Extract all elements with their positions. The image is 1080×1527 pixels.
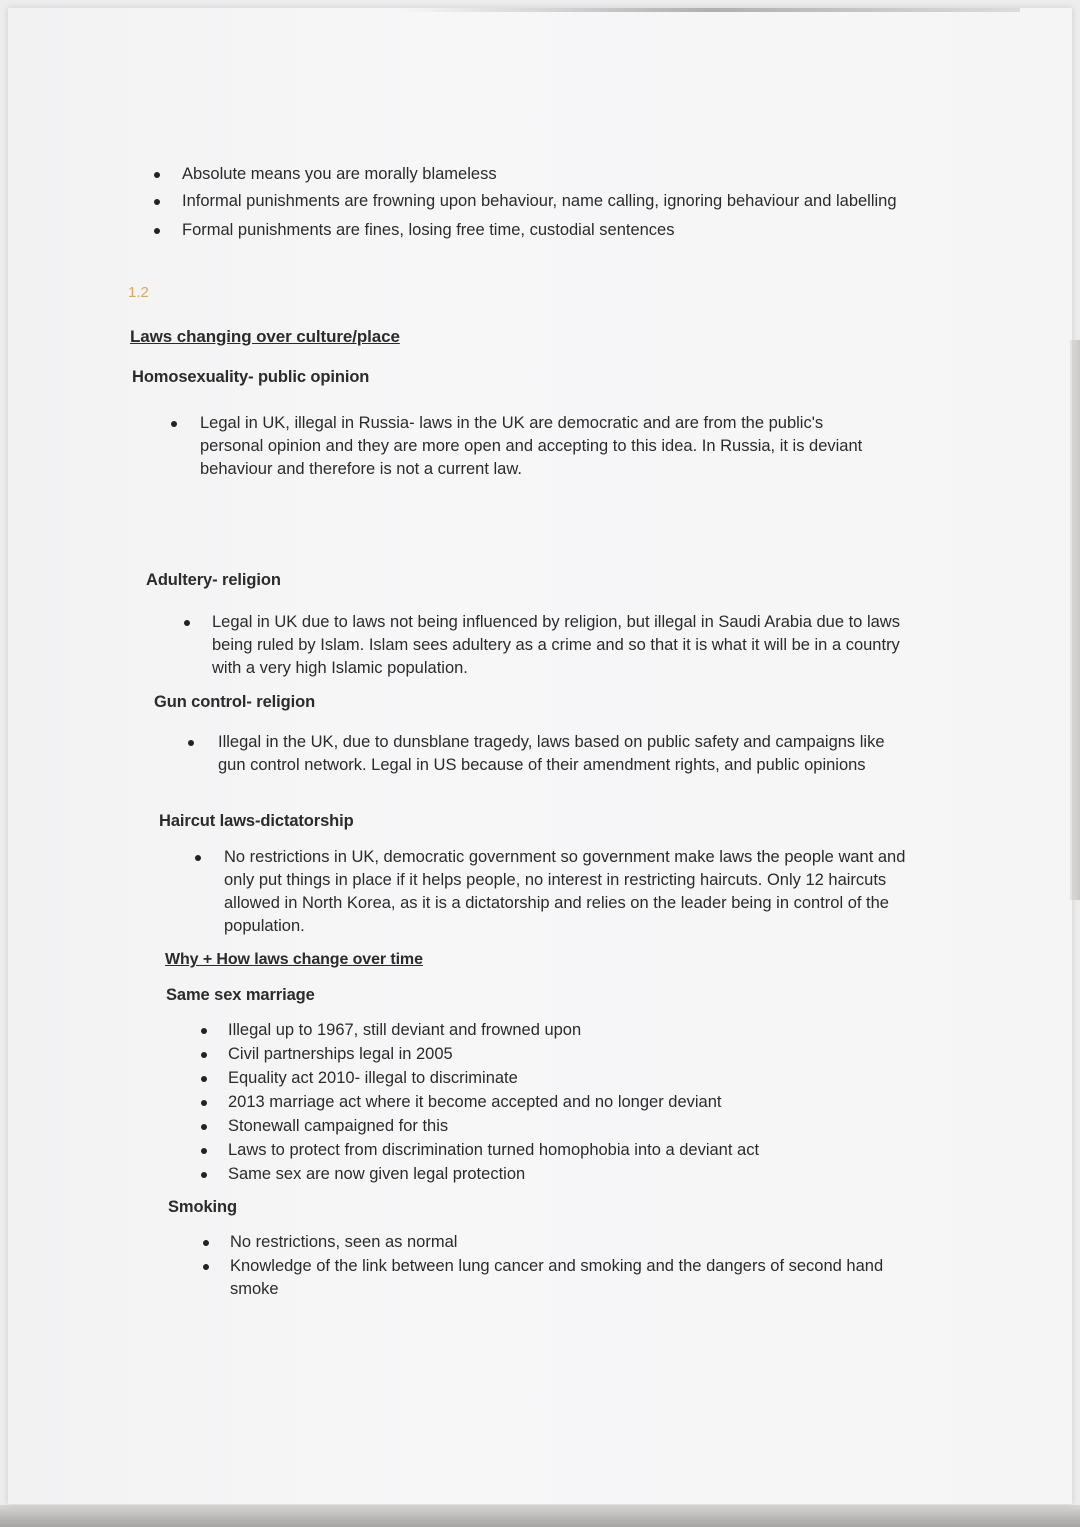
list-item: No restrictions in UK, democratic government so government make laws the people want and only put things in place if it helps people, no interest in restricting haircuts. Only 12 haircuts allowed in North Korea, as it is a dictatorship and relies on the leader being in control of the population. [224,846,914,938]
list-item: Equality act 2010- illegal to discriminate [228,1067,908,1090]
list-item: Laws to protect from discrimination turned homophobia into a deviant act [228,1139,908,1162]
bullet-icon [203,1264,209,1270]
bullet-icon [201,1148,207,1154]
bullet-icon [154,199,160,205]
subheading-gun-control: Gun control- religion [154,693,316,711]
smoking-bullet-list [230,1231,910,1301]
subheading-same-sex: Same sex marriage [166,986,315,1004]
list-item: Knowledge of the link between lung cancer and smoking and the dangers of second hand smoke [230,1255,910,1301]
section-heading-time: Why + How laws change over time [165,951,423,968]
bullet-icon [203,1240,209,1246]
subheading-haircut: Haircut laws-dictatorship [159,812,354,830]
homosexuality-bullet-list [200,412,890,481]
page-edge-right [1070,340,1080,900]
list-item: Formal punishments are fines, losing free time, custodial sentences [182,219,912,242]
bullet-icon [201,1028,207,1034]
gun-control-bullet-list [218,731,908,777]
list-item: Same sex are now given legal protection [228,1163,908,1186]
subheading-homosexuality: Homosexuality- public opinion [132,368,370,386]
list-item: Legal in UK due to laws not being influenced by religion, but illegal in Saudi Arabia due to laws being ruled by Islam. Islam sees adultery as a crime and so that it is what it will be in a country with a very high Islamic population. [212,611,916,680]
subheading-adultery: Adultery- religion [146,571,281,589]
list-item: No restrictions, seen as normal [230,1231,910,1254]
bullet-icon [201,1076,207,1082]
section-heading-culture: Laws changing over culture/place [130,327,400,346]
bullet-icon [171,421,177,427]
list-item: Informal punishments are frowning upon behaviour, name calling, ignoring behaviour and labelling [182,190,912,213]
bullet-icon [154,172,160,178]
subheading-smoking: Smoking [168,1198,237,1216]
list-item: 2013 marriage act where it become accepted and no longer deviant [228,1091,908,1114]
list-item: Civil partnerships legal in 2005 [228,1043,908,1066]
scan-smudge [400,8,1020,12]
bullet-icon [201,1100,207,1106]
list-item: Illegal up to 1967, still deviant and frowned upon [228,1019,908,1042]
bullet-icon [188,740,194,746]
list-item: Legal in UK, illegal in Russia- laws in the UK are democratic and are from the public's personal opinion and they are more open and accepting to this idea. In Russia, it is deviant behaviour and therefore is not a current law. [200,412,890,481]
page-edge-bottom [0,1505,1080,1527]
intro-bullet-list [182,163,912,242]
bullet-icon [154,228,160,234]
bullet-icon [201,1052,207,1058]
section-number: 1.2 [128,284,149,301]
bullet-icon [195,855,201,861]
list-item: Illegal in the UK, due to dunsblane tragedy, laws based on public safety and campaigns like gun control network. Legal in US because of their amendment rights, and public opinions [218,731,908,777]
list-item: Absolute means you are morally blameless [182,163,912,186]
list-item: Stonewall campaigned for this [228,1115,908,1138]
bullet-icon [201,1172,207,1178]
bullet-icon [201,1124,207,1130]
adultery-bullet-list [212,611,916,680]
haircut-bullet-list [224,846,914,938]
same-sex-bullet-list [228,1019,908,1186]
bullet-icon [184,620,190,626]
